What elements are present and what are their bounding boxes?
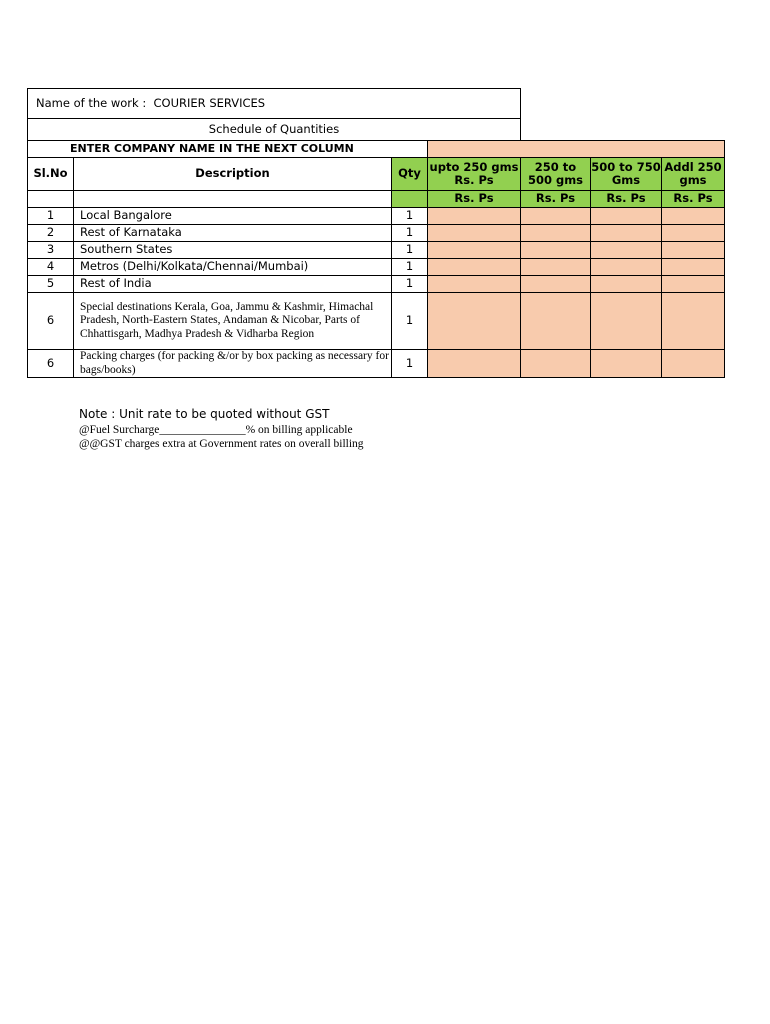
row-qty: 1 xyxy=(392,293,428,350)
blank-cell xyxy=(521,89,725,119)
blank-cell xyxy=(521,119,725,141)
header-500-750: 500 to 750 Gms xyxy=(591,158,662,191)
rate-cell[interactable] xyxy=(662,242,725,259)
enter-company-row xyxy=(28,141,725,158)
table-row xyxy=(28,259,725,276)
table-row xyxy=(28,276,725,293)
row-slno: 2 xyxy=(28,225,74,242)
rate-cell[interactable] xyxy=(521,276,591,293)
row-description: Rest of Karnataka xyxy=(74,225,392,242)
schedule-title: Schedule of Quantities xyxy=(28,119,521,141)
row-qty: 1 xyxy=(392,242,428,259)
rate-cell[interactable] xyxy=(591,350,662,378)
note-fuel-surcharge: @Fuel Surcharge_______________% on billing applicable xyxy=(79,424,353,436)
rate-cell[interactable] xyxy=(662,208,725,225)
unit-blank xyxy=(28,191,74,208)
row-slno: 3 xyxy=(28,242,74,259)
row-slno: 6 xyxy=(28,350,74,378)
header-description: Description xyxy=(74,158,392,191)
header-row xyxy=(28,158,725,191)
rate-cell[interactable] xyxy=(521,225,591,242)
rate-cell[interactable] xyxy=(591,276,662,293)
table-row xyxy=(28,242,725,259)
table-row xyxy=(28,293,725,350)
table-row xyxy=(28,350,725,378)
header-250-500: 250 to 500 gms xyxy=(521,158,591,191)
row-description: Special destinations Kerala, Goa, Jammu & Kashmir, Himachal Pradesh, North-Eastern States, Andaman & Nicobar, Parts of Chhattisgarh, Madhya Pradesh & Vidharba Region xyxy=(74,293,392,350)
rate-cell[interactable] xyxy=(662,276,725,293)
row-description: Packing charges (for packing &/or by box packing as necessary for bags/books) xyxy=(74,350,392,378)
row-description: Metros (Delhi/Kolkata/Chennai/Mumbai) xyxy=(74,259,392,276)
rate-cell[interactable] xyxy=(428,293,521,350)
note-gst: Note : Unit rate to be quoted without GST xyxy=(79,407,330,421)
schedule-sheet xyxy=(27,88,725,378)
table-row xyxy=(28,208,725,225)
rate-cell[interactable] xyxy=(428,350,521,378)
rate-cell[interactable] xyxy=(521,208,591,225)
rate-cell[interactable] xyxy=(591,208,662,225)
rate-cell[interactable] xyxy=(591,293,662,350)
row-qty: 1 xyxy=(392,225,428,242)
header-upto-250: upto 250 gms Rs. Ps xyxy=(428,158,521,191)
row-slno: 5 xyxy=(28,276,74,293)
notes-section xyxy=(79,407,385,452)
work-name: COURIER SERVICES xyxy=(153,95,266,110)
company-name-cell[interactable] xyxy=(428,141,725,158)
rate-cell[interactable] xyxy=(521,293,591,350)
header-slno: Sl.No xyxy=(28,158,74,191)
header-qty: Qty xyxy=(392,158,428,191)
rate-cell[interactable] xyxy=(591,242,662,259)
rate-cell[interactable] xyxy=(662,259,725,276)
row-qty: 1 xyxy=(392,259,428,276)
row-qty: 1 xyxy=(392,350,428,378)
row-slno: 6 xyxy=(28,293,74,350)
header-addl-250: Addl 250 gms xyxy=(662,158,725,191)
enter-company-label: ENTER COMPANY NAME IN THE NEXT COLUMN xyxy=(28,141,428,158)
unit-label: Rs. Ps xyxy=(591,191,662,208)
row-description: Southern States xyxy=(74,242,392,259)
rate-cell[interactable] xyxy=(591,259,662,276)
unit-row xyxy=(28,191,725,208)
table-row xyxy=(28,225,725,242)
rate-cell[interactable] xyxy=(428,259,521,276)
unit-label: Rs. Ps xyxy=(521,191,591,208)
rate-cell[interactable] xyxy=(428,208,521,225)
unit-blank xyxy=(74,191,392,208)
rate-cell[interactable] xyxy=(662,350,725,378)
work-title-cell xyxy=(28,89,521,119)
rate-cell[interactable] xyxy=(591,225,662,242)
schedule-table xyxy=(27,88,725,378)
rate-cell[interactable] xyxy=(662,225,725,242)
rate-cell[interactable] xyxy=(428,242,521,259)
unit-label: Rs. Ps xyxy=(662,191,725,208)
rate-cell[interactable] xyxy=(521,259,591,276)
row-slno: 4 xyxy=(28,259,74,276)
row-description: Local Bangalore xyxy=(74,208,392,225)
work-label: Name of the work : xyxy=(36,95,147,110)
row-description: Rest of India xyxy=(74,276,392,293)
row-qty: 1 xyxy=(392,276,428,293)
rate-cell[interactable] xyxy=(521,242,591,259)
unit-blank xyxy=(392,191,428,208)
note-gst-charges: @@GST charges extra at Government rates on overall billing xyxy=(79,438,364,451)
rate-cell[interactable] xyxy=(662,293,725,350)
schedule-title-row xyxy=(28,119,725,141)
work-row xyxy=(28,89,725,119)
row-qty: 1 xyxy=(392,208,428,225)
row-slno: 1 xyxy=(28,208,74,225)
rate-cell[interactable] xyxy=(428,225,521,242)
rate-cell[interactable] xyxy=(428,276,521,293)
unit-label: Rs. Ps xyxy=(428,191,521,208)
rate-cell[interactable] xyxy=(521,350,591,378)
